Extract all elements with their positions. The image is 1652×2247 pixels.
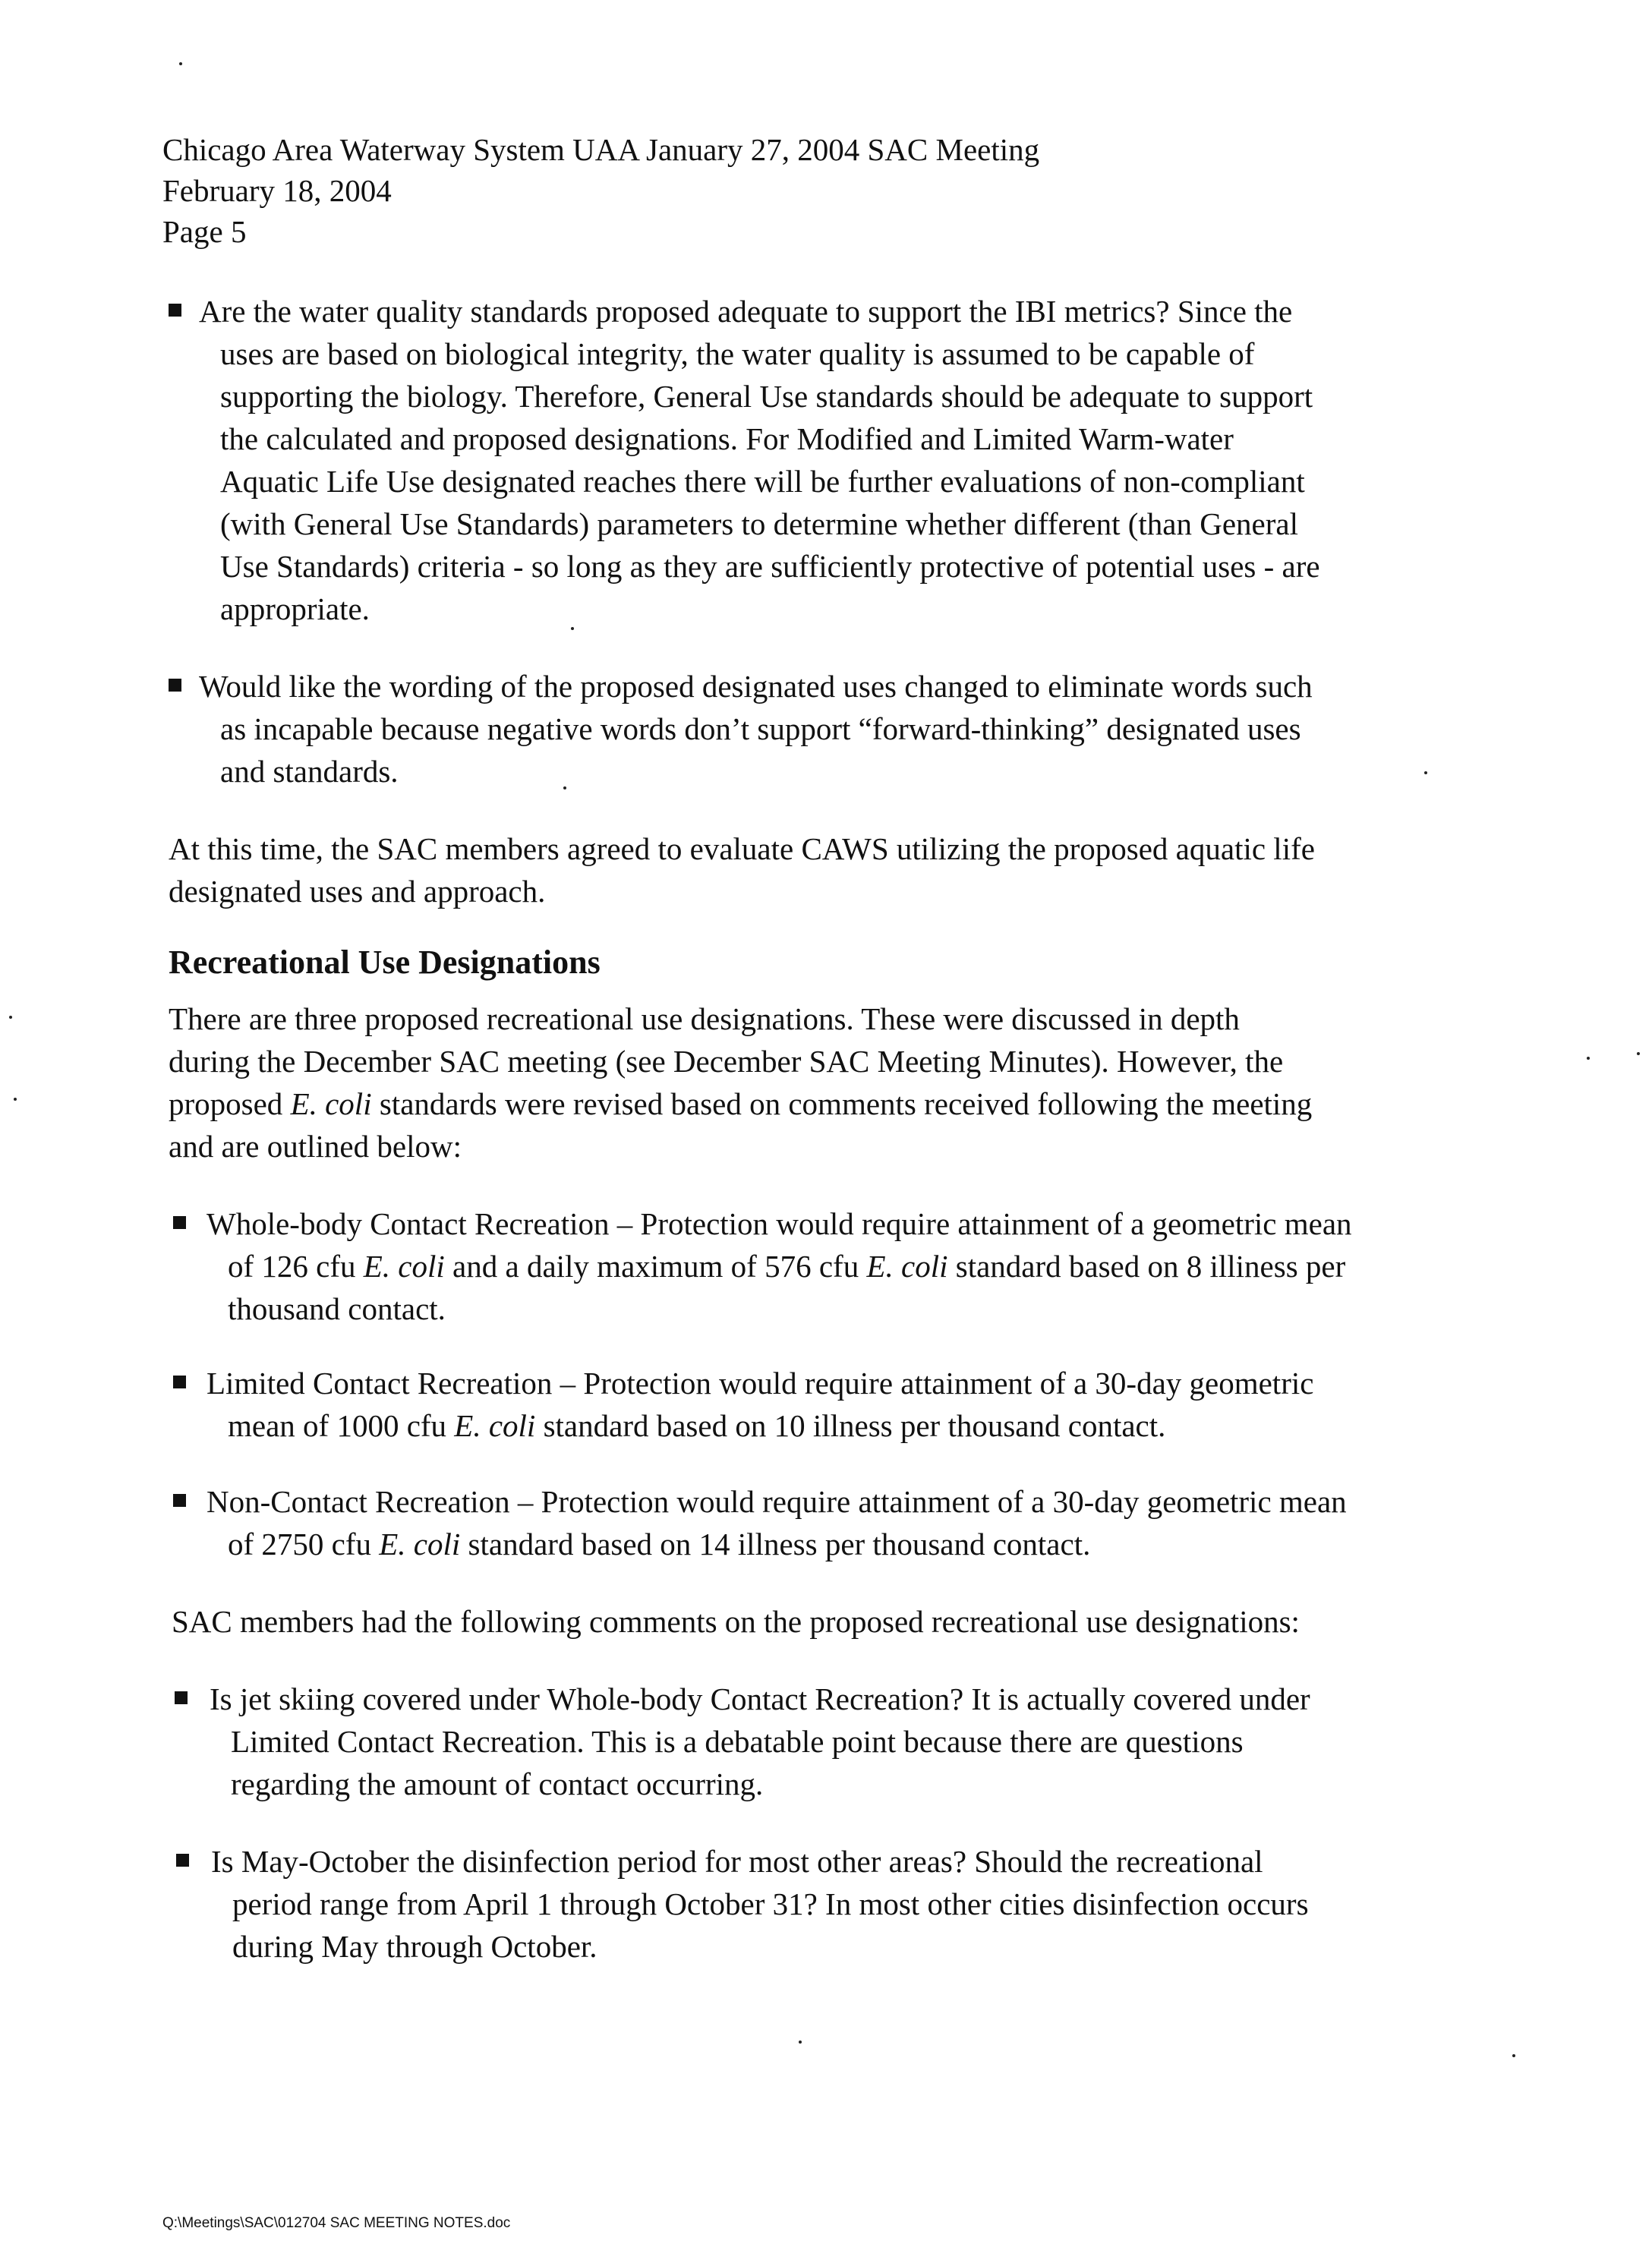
agreement-paragraph: [169, 827, 1315, 912]
text-line: as incapable because negative words don’t support “forward-thinking” designated uses: [220, 711, 1301, 746]
text-line: (with General Use Standards) parameters to determine whether different (than General: [220, 506, 1298, 541]
text-line: mean of 1000 cfu E. coli standard based on 10 illness per thousand contact.: [228, 1408, 1166, 1443]
text-line: Is jet skiing covered under Whole-body Contact Recreation? It is actually covered under: [210, 1681, 1310, 1716]
bullet-square-icon: [173, 1494, 186, 1507]
scan-speck: [179, 62, 182, 65]
recreational-intro-paragraph: [169, 997, 1312, 1168]
text-line: and are outlined below:: [169, 1129, 462, 1164]
document-header: [162, 129, 1039, 252]
text-line: during May through October.: [232, 1929, 597, 1964]
bullet-square-icon: [169, 679, 181, 692]
bullet-text: [211, 1840, 1309, 1968]
bullet-text: [210, 1678, 1310, 1805]
text-line: of 126 cfu E. coli and a daily maximum of 576 cfu E. coli standard based on 8 illiness per: [228, 1249, 1346, 1284]
text-line: Non-Contact Recreation – Protection would require attainment of a 30-day geometric mean: [206, 1484, 1347, 1519]
text-line: SAC members had the following comments on the proposed recreational use designations:: [172, 1604, 1300, 1639]
bullet-text: [199, 665, 1313, 793]
text-line: There are three proposed recreational use designations. These were discussed in depth: [169, 1001, 1240, 1036]
bullet-text: [206, 1362, 1313, 1447]
text-line: thousand contact.: [228, 1291, 446, 1326]
scan-speck: [1637, 1052, 1640, 1055]
scan-speck: [563, 786, 566, 789]
header-title: Chicago Area Waterway System UAA January 27, 2004 SAC Meeting: [162, 132, 1040, 167]
header-page-number: Page 5: [162, 214, 247, 249]
text-line: Is May-October the disinfection period for most other areas? Should the recreational: [211, 1844, 1263, 1879]
text-line: supporting the biology. Therefore, General Use standards should be adequate to support: [220, 379, 1313, 414]
scan-speck: [1424, 771, 1427, 774]
bullet-text: [206, 1480, 1347, 1565]
text-line: appropriate.: [220, 591, 370, 626]
text-line: regarding the amount of contact occurring.: [231, 1766, 764, 1801]
scan-speck: [1587, 1057, 1590, 1060]
text-line: proposed E. coli standards were revised based on comments received following the meeting: [169, 1086, 1313, 1121]
text-line: Limited Contact Recreation. This is a debatable point because there are questions: [231, 1724, 1244, 1759]
bullet-square-icon: [175, 1691, 188, 1704]
text-line: Would like the wording of the proposed designated uses changed to eliminate words such: [199, 669, 1313, 704]
comments-intro-paragraph: [172, 1600, 1300, 1643]
text-line: Whole-body Contact Recreation – Protection would require attainment of a geometric mean: [206, 1206, 1352, 1241]
bullet-square-icon: [173, 1376, 186, 1388]
text-line: Limited Contact Recreation – Protection would require attainment of a 30-day geometric: [206, 1366, 1314, 1401]
bullet-square-icon: [176, 1854, 189, 1867]
scan-speck: [571, 627, 574, 630]
bullet-text: [199, 290, 1320, 630]
scan-speck: [9, 1016, 12, 1019]
text-line: Are the water quality standards proposed adequate to support the IBI metrics? Since the: [199, 294, 1293, 329]
text-line: period range from April 1 through October 31? In most other cities disinfection occurs: [232, 1886, 1309, 1921]
scan-speck: [1512, 2054, 1515, 2057]
footer-file-path: Q:\Meetings\SAC\012704 SAC MEETING NOTES.doc: [162, 2215, 511, 2231]
text-line: of 2750 cfu E. coli standard based on 14 illness per thousand contact.: [228, 1527, 1091, 1562]
bullet-square-icon: [173, 1216, 186, 1229]
text-line: the calculated and proposed designations. For Modified and Limited Warm-water: [220, 421, 1234, 456]
scan-speck: [14, 1098, 17, 1101]
text-line: and standards.: [220, 754, 399, 789]
text-line: At this time, the SAC members agreed to evaluate CAWS utilizing the proposed aquatic life: [169, 831, 1315, 866]
header-date: February 18, 2004: [162, 173, 392, 208]
bullet-text: [206, 1202, 1352, 1330]
text-line: during the December SAC meeting (see December SAC Meeting Minutes). However, the: [169, 1044, 1284, 1079]
bullet-square-icon: [169, 304, 181, 317]
scan-speck: [799, 2041, 802, 2044]
text-line: Aquatic Life Use designated reaches there will be further evaluations of non-compliant: [220, 464, 1305, 499]
text-line: designated uses and approach.: [169, 874, 546, 909]
text-line: Use Standards) criteria - so long as they are sufficiently protective of potential uses - are: [220, 549, 1320, 584]
section-heading: Recreational Use Designations: [169, 944, 601, 981]
text-line: uses are based on biological integrity, the water quality is assumed to be capable of: [220, 336, 1255, 371]
